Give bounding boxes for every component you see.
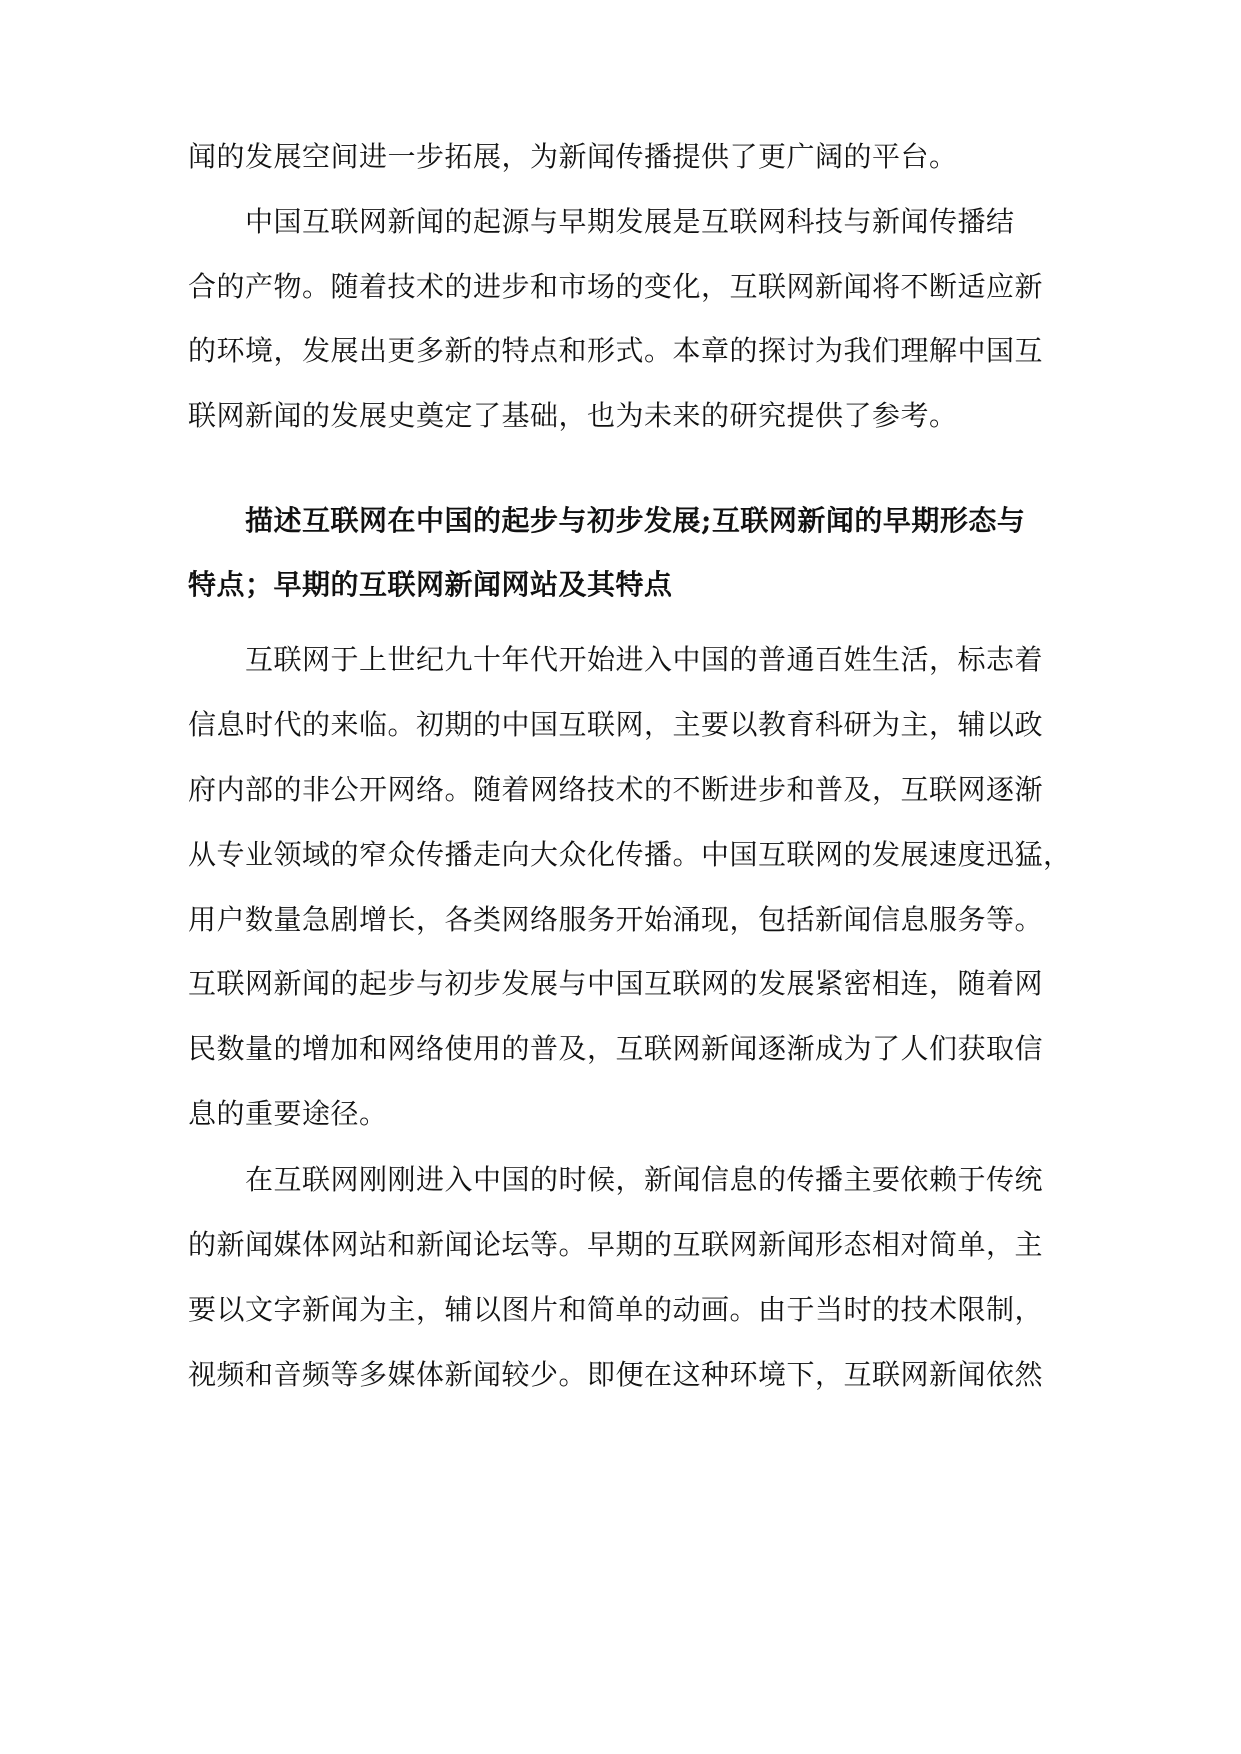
paragraph-line: 府内部的非公开网络。随着网络技术的不断进步和普及，互联网逐渐 xyxy=(188,773,1044,806)
paragraph-line: 在互联网刚刚进入中国的时候，新闻信息的传播主要依赖于传统 xyxy=(245,1163,1044,1196)
paragraph-line: 联网新闻的发展史奠定了基础，也为未来的研究提供了参考。 xyxy=(188,399,958,432)
paragraph-line: 互联网新闻的起步与初步发展与中国互联网的发展紧密相连，随着网 xyxy=(188,967,1044,1000)
paragraph-line: 视频和音频等多媒体新闻较少。即便在这种环境下，互联网新闻依然 xyxy=(188,1358,1044,1391)
section-heading-line: 特点；早期的互联网新闻网站及其特点 xyxy=(188,568,673,601)
paragraph-line: 民数量的增加和网络使用的普及，互联网新闻逐渐成为了人们获取信 xyxy=(188,1032,1044,1065)
paragraph-line: 用户数量急剧增长，各类网络服务开始涌现，包括新闻信息服务等。 xyxy=(188,903,1044,936)
paragraph-line: 互联网于上世纪九十年代开始进入中国的普通百姓生活，标志着 xyxy=(245,643,1044,676)
paragraph-line: 要以文字新闻为主，辅以图片和简单的动画。由于当时的技术限制， xyxy=(188,1293,1044,1326)
paragraph-line: 信息时代的来临。初期的中国互联网，主要以教育科研为主，辅以政 xyxy=(188,708,1044,741)
paragraph-line: 息的重要途径。 xyxy=(188,1097,388,1130)
section-heading-line: 描述互联网在中国的起步与初步发展;互联网新闻的早期形态与 xyxy=(245,504,1026,537)
paragraph-line: 从专业领域的窄众传播走向大众化传播。中国互联网的发展速度迅猛， xyxy=(188,838,1072,871)
paragraph-line: 的环境，发展出更多新的特点和形式。本章的探讨为我们理解中国互 xyxy=(188,334,1044,367)
paragraph-line: 合的产物。随着技术的进步和市场的变化，互联网新闻将不断适应新 xyxy=(188,270,1044,303)
paragraph-line: 闻的发展空间进一步拓展，为新闻传播提供了更广阔的平台。 xyxy=(188,140,958,173)
paragraph-line: 中国互联网新闻的起源与早期发展是互联网科技与新闻传播结 xyxy=(245,205,1015,238)
paragraph-line: 的新闻媒体网站和新闻论坛等。早期的互联网新闻形态相对简单，主 xyxy=(188,1228,1044,1261)
